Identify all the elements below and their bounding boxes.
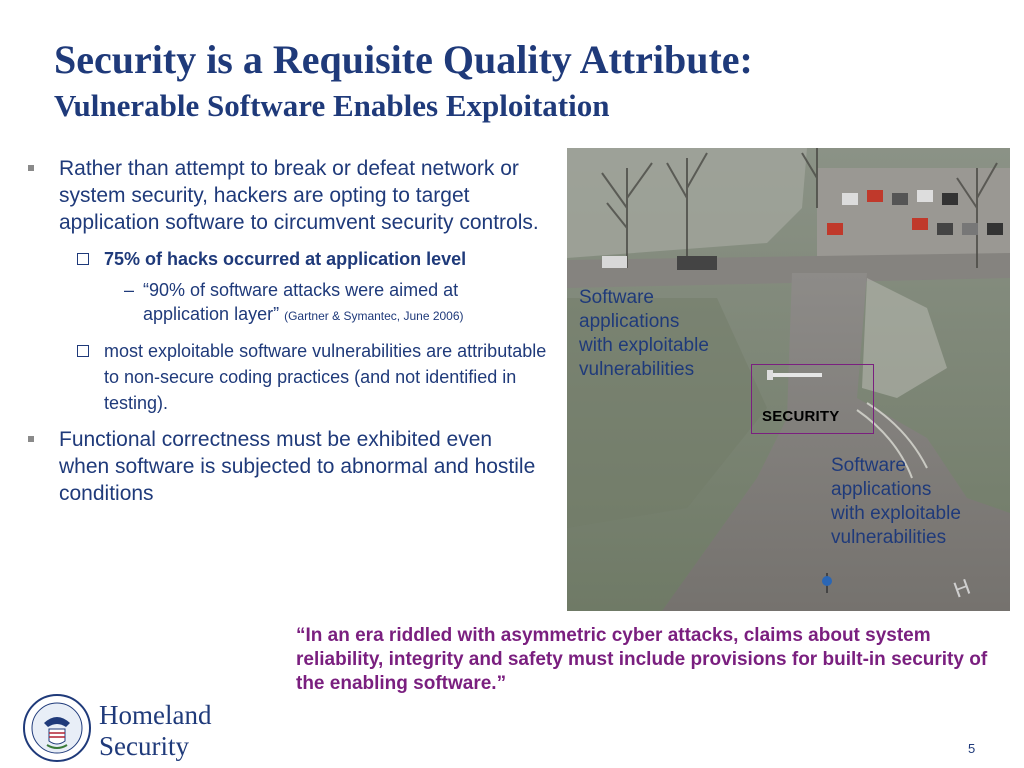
label-line: Software (579, 287, 654, 308)
label-line: with exploitable (831, 503, 961, 524)
dhs-seal-icon (22, 693, 92, 763)
square-bullet-icon (28, 436, 34, 442)
label-line: vulnerabilities (831, 527, 947, 548)
checkbox-bullet-icon (77, 253, 89, 265)
label-line: Software (831, 455, 906, 476)
bullet-text: Rather than attempt to break or defeat network or system security, hackers are opting to target application software to circumvent security controls. (59, 157, 539, 234)
label-line: applications (831, 479, 932, 500)
subbullet-text: 75% of hacks occurred at application level (104, 249, 467, 269)
citation: (Gartner & Symantec, June 2006) (284, 309, 464, 323)
slide-title: Security is a Requisite Quality Attribute: (54, 37, 753, 82)
subsubbullet-90-percent (28, 278, 548, 328)
svg-text:H: H (950, 573, 974, 603)
bullet-functional-correctness (28, 426, 548, 507)
logo-text-homeland: Homeland (99, 700, 212, 730)
road-sign-icon (822, 576, 832, 586)
label-vulnerable-software-top (579, 286, 709, 382)
square-bullet-icon (28, 165, 34, 171)
bullet-list (28, 155, 548, 507)
subsubbullet-text: “90% of software attacks were aimed at application layer” (143, 280, 459, 324)
label-line: applications (579, 311, 680, 332)
bullet-text: Functional correctness must be exhibited even when software is subjected to abnormal and hostile conditions (59, 428, 536, 505)
label-line: with exploitable (579, 335, 709, 356)
subbullet-text: most exploitable software vulnerabilities are attributable to non-secure coding practices (and not identified in testing). (104, 341, 547, 413)
checkbox-bullet-icon (77, 345, 89, 357)
bullet-hackers-target-apps (28, 155, 548, 236)
dash-bullet-icon: – (124, 280, 135, 300)
subbullet-75-percent (28, 246, 548, 272)
logo-text-security: Security (99, 731, 189, 761)
security-label: SECURITY (762, 408, 840, 425)
subbullet-vulnerabilities (28, 338, 548, 416)
quote: “In an era riddled with asymmetric cyber attacks, claims about system reliability, integrity and safety must include provisions for built-in security of the enabling software.” (296, 625, 988, 694)
label-vulnerable-software-bottom (831, 454, 961, 550)
slide-subtitle: Vulnerable Software Enables Exploitation (54, 88, 610, 123)
label-line: vulnerabilities (579, 359, 695, 380)
page-number: 5 (968, 741, 976, 756)
